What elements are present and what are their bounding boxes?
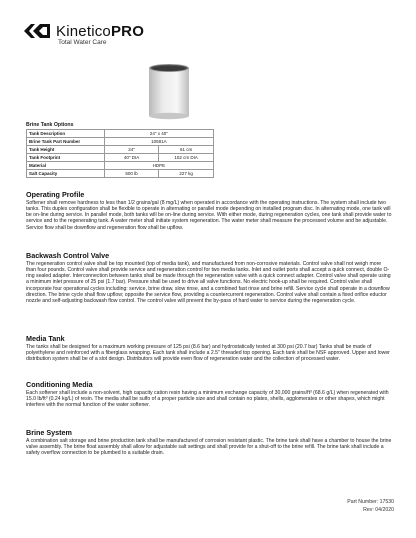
brand-tagline: Total Water Care: [58, 39, 107, 46]
section-heading: Brine System: [26, 428, 72, 437]
row-value: 24" x 40": [104, 130, 213, 138]
section-body: Each softener shall include a non-solvent, high capacity cation resin having a minimum exchange capacity of 30,000 grains/ft³ (68.6 g/L) when regenerated with 15.0 lb/ft³ (0.24 kg/L) of resin. The media shall be sulfo of a proper particle size and shall contain no plates, shells, agglomerates or other shapes, which might interfere with the normal function of the water softener.: [26, 390, 389, 409]
kinetico-logo-icon: [22, 22, 52, 40]
row-label: Brine Tank Part Number: [27, 138, 105, 146]
row-value: HDPE: [104, 162, 213, 170]
table-row: [27, 162, 214, 170]
row-label: Salt Capacity: [27, 170, 105, 178]
section-media-tank: [26, 334, 392, 362]
part-number: Part Number: 17530: [347, 499, 394, 505]
row-label: Tank Footprint: [27, 154, 105, 162]
revision-date: Rev: 04/2020: [363, 507, 394, 513]
brand-name: KineticoPRO: [56, 22, 145, 40]
row-value-metric: 102 cm DIA: [159, 154, 214, 162]
section-body: A combination salt storage and brine production tank shall be manufactured of corrosion resistant plastic. The brine tank shall have a chamber to house the brine valve assembly. The brine float assembly shall allow for adjustable salt settings and shall provide for a shut-off to the brine refill. The brine tank shall include a safety overflow connection to be plumbed to a suitable drain.: [26, 438, 392, 457]
row-label: Tank Height: [27, 146, 105, 154]
spec-table-title: Brine Tank Options: [26, 122, 74, 128]
row-label: Material: [27, 162, 105, 170]
section-heading: Operating Profile: [26, 190, 85, 199]
section-backwash-control-valve: [26, 251, 392, 304]
section-conditioning-media: [26, 380, 392, 408]
section-heading: Conditioning Media: [26, 380, 93, 389]
document-footer: [347, 498, 394, 514]
section-body: The regeneration control valve shall be top mounted (top of media tank), and manufactured from non-corrosive materials. Control valve shall not weigh more than four pounds. Control valve shall provide service and regeneration control for two media tanks. Inlet and outlet ports shall accept a quick connect, double O-ring sealed adapter. Interconnection between tanks shall be made through the regeneration valve with a quick connect adapter. Control valve shall operate using a minimum inlet pressure of 25 psi (1.7 bar). Pressure shall be used to drive all valve functions. No electric hook-up shall be required. Control valve shall incorporate four operational cycles including: service, brine draw, slow rinse, and a combined fast rinse and brine refill. Service cycle shall operate in a downflow direction. The brine cycle shall flow upflow; opposite the service flow, providing a countercurrent regeneration. Control valve shall contain a fixed orifice eductor nozzle and self-adjusting backwash flow control. The control valve will prevent the by-pass of hard water to service during the regeneration cycle.: [26, 261, 391, 304]
brine-tank-image: [146, 62, 192, 120]
brand-logo: [22, 22, 144, 40]
row-value: 10581A: [104, 138, 213, 146]
section-body: Softener shall remove hardness to less than 1/2 grains/gal (8 mg/L) when operated in accordance with the operating instructions. The system shall include two tanks. This duplex configuration shall be flexible to operate in alternating or parallel mode depending on installed program disc. In alternating mode, one tank will be on-line during service. In parallel mode, both tanks will be on-line during service. With either mode, during regeneration cycles, one tank shall provide water to service and to the regenerating tank. A water meter shall initiate system regeneration. The water meter shall measure the processed volume and be adjustable. Service flow shall be downflow and regeneration flow shall be upflow.: [26, 200, 392, 231]
row-label: Tank Description: [27, 130, 105, 138]
row-value-imperial: 40" DIA: [104, 154, 159, 162]
table-row: [27, 130, 214, 138]
section-heading: Media Tank: [26, 334, 65, 343]
row-value-imperial: 500 lb: [104, 170, 159, 178]
table-row: [27, 138, 214, 146]
row-value-metric: 227 kg: [159, 170, 214, 178]
table-row: [27, 146, 214, 154]
section-heading: Backwash Control Valve: [26, 251, 110, 260]
section-brine-system: [26, 428, 392, 456]
section-body: The tanks shall be designed for a maximum working pressure of 125 psi (8.6 bar) and hydrostatically tested at 300 psi (20.7 bar) Tanks shall be made of polyethylene and reinforced with a fiberglass wrapping. Each tank shall include a 2.5" threaded top opening. Each tank shall be NSF approved. Upper and lower distribution system shall be of a slot design. Distributors will provide even flow of regeneration water and the collection of processed water.: [26, 344, 390, 363]
row-value-imperial: 24": [104, 146, 159, 154]
brine-tank-spec-table: [26, 129, 214, 178]
table-row: [27, 170, 214, 178]
row-value-metric: 61 cm: [159, 146, 214, 154]
table-row: [27, 154, 214, 162]
section-operating-profile: [26, 190, 392, 231]
